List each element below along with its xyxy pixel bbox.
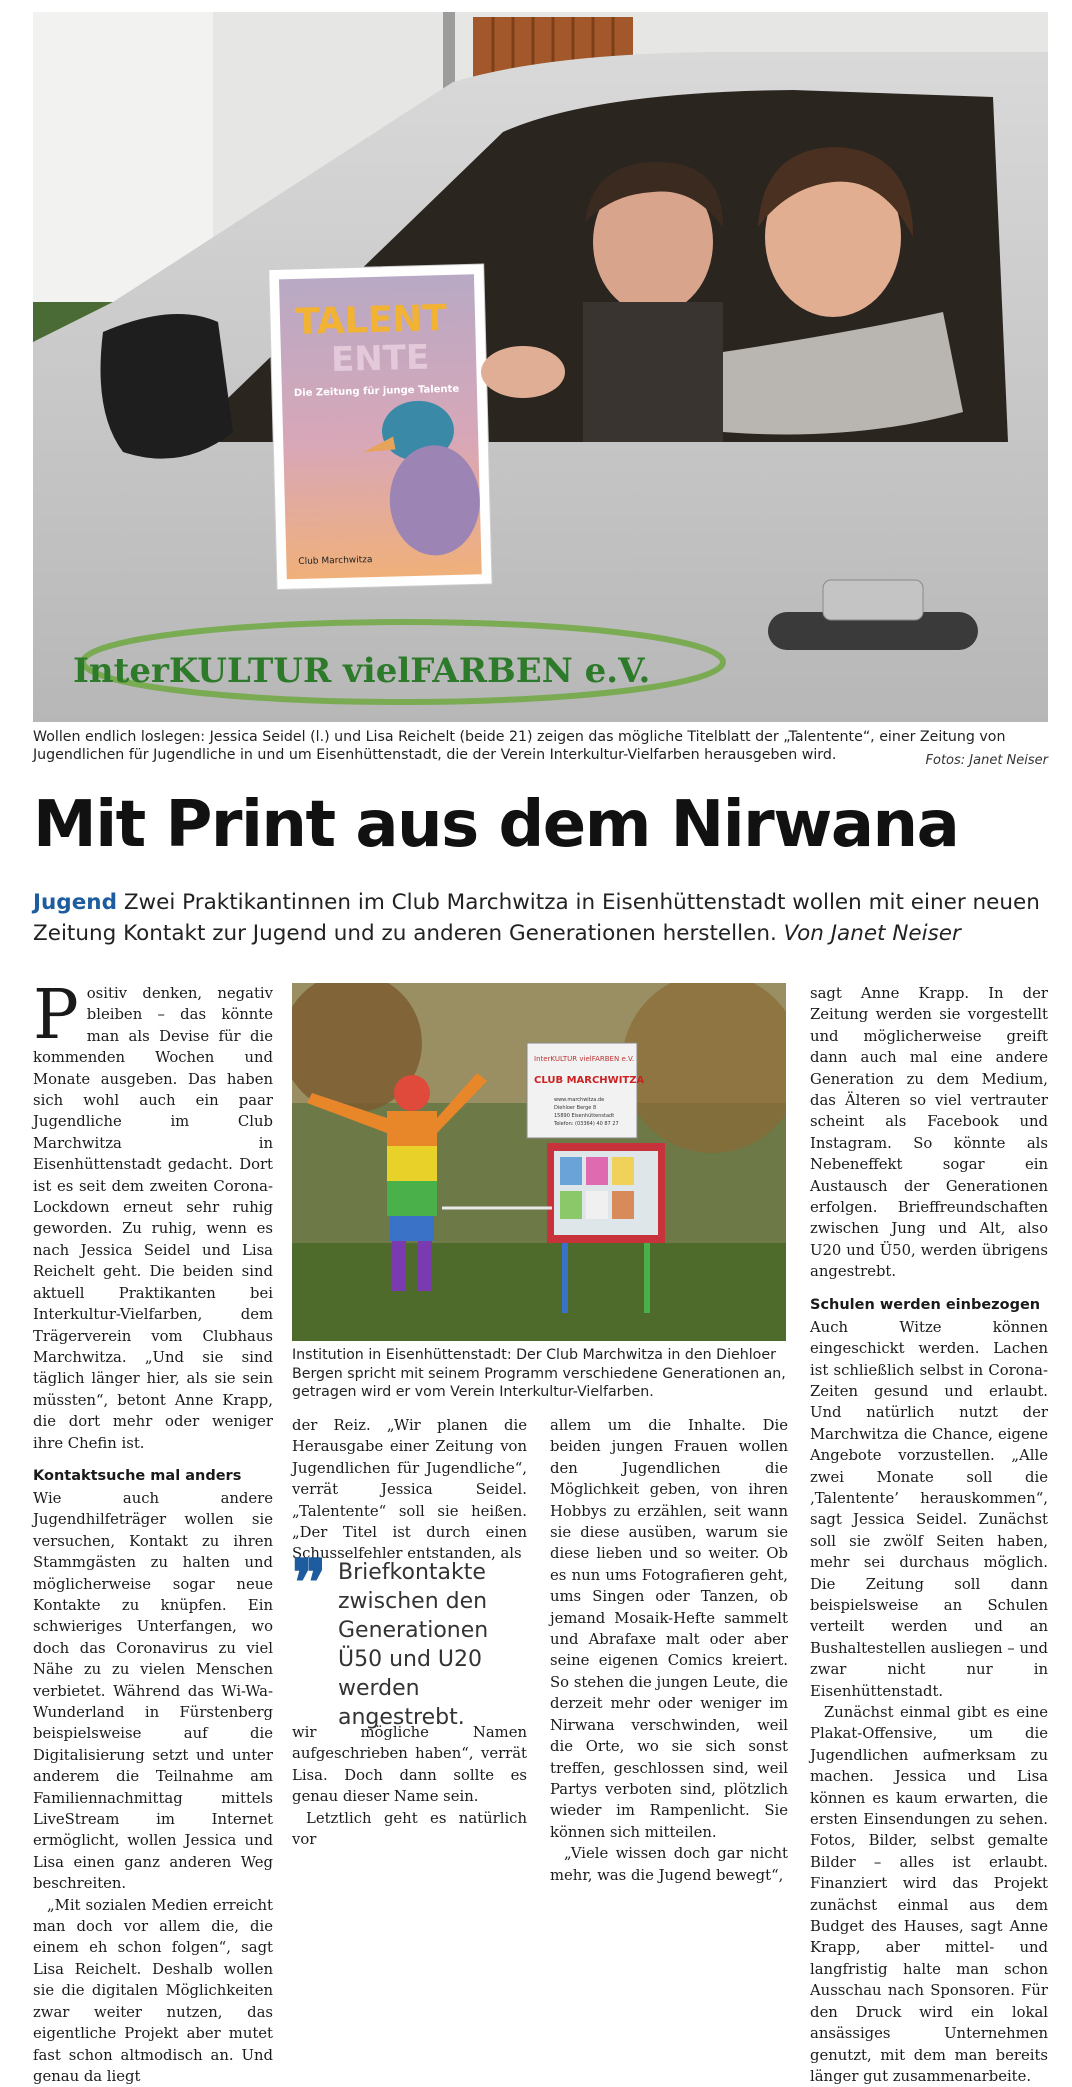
- column-2-lower: [292, 1722, 527, 1850]
- top-photo-caption: Wollen endlich loslegen: Jessica Seidel (l.) und Lisa Reichelt (beide 21) zeigen das mögliche Titelblatt der „Talentente“, einer Zeitung von Jugendlichen für Jugendliche in und um Eisenhüttenstadt, die der Verein Interkultur-Vielfarben herausgeben wird.: [33, 729, 1006, 763]
- col2-paragraph-1: der Reiz. „Wir planen die Herausgabe einer Zeitung von Jugendlichen für Jugendliche“, verrät Jessica Seidel. „Talentente“ soll sie heißen. „Der Titel ist durch einen Schusselfehler entstanden, als: [292, 1417, 527, 1563]
- sign-line-3: 15890 Eisenhüttenstadt: [554, 1113, 615, 1119]
- quote-mark-icon: ❞: [292, 1546, 327, 1621]
- col3-paragraph-2: „Viele wissen doch gar nicht mehr, was die Jugend bewegt“,: [550, 1845, 788, 1884]
- subheading-schulen: Schulen werden einbezogen: [810, 1296, 1041, 1313]
- poster-title-line1: TALENT: [294, 298, 448, 343]
- drop-cap: P: [33, 976, 79, 1055]
- photo-car-illustration: [33, 12, 1048, 722]
- photo-credit: Fotos: Janet Neiser: [925, 753, 1048, 768]
- poster-title-line2: ENTE: [330, 337, 430, 381]
- mid-photo-caption: Institution in Eisenhüttenstadt: Der Club Marchwitza in den Diehloer Bergen spricht mit seinem Programm verschiedene Generationen an, getragen wird er vom Verein Interkultur-Vielfarben.: [292, 1347, 786, 1401]
- sign-top-text: InterKULTUR vielFARBEN e.V.: [534, 1055, 635, 1063]
- poster-club: Club Marchwitza: [298, 555, 373, 567]
- mid-photo: [292, 983, 786, 1341]
- col3-paragraph-1: allem um die Inhalte. Die beiden jungen Frauen wollen den Jugendlichen die Möglichkeit geben, von ihren Hobbys zu erzählen, seit wann sie diese ausüben, warum sie diese lieben und so weiter. Ob es nun ums Fotografieren geht, ums Singen oder Tanzen, ob jemand Mosaik-Hefte sammelt und Abrafaxe malt oder aber seine eigenen Comics kreiert. So stehen die jungen Leute, die derzeit mehr oder weniger im Nirwana verschwinden, weil die Orte, wo sie sich sonst treffen, geschlossen sind, weil Partys verboten sind, plötzlich wieder im Rampenlicht. Sie können sich mitteilen.: [550, 1417, 788, 1841]
- sign-name: CLUB MARCHWITZA: [534, 1075, 645, 1086]
- byline: Von Janet Neiser: [783, 921, 961, 946]
- teaser-text: Zwei Praktikantinnen im Club Marchwitza in Eisenhüttenstadt wollen mit einer neuen Zeitung Kontakt zur Jugend und zu anderen Generationen herstellen.: [33, 890, 1040, 946]
- pull-quote: Briefkontakte zwischen den Generationen Ü50 und U20 werden angestrebt.: [338, 1560, 489, 1730]
- sign-line-4: Telefon: (03364) 40 87 27: [554, 1121, 619, 1127]
- column-4: [810, 983, 1048, 2087]
- column-1: [33, 976, 273, 2087]
- col2-paragraph-2: wir mögliche Namen aufgeschrieben haben“, verrät Lisa. Doch dann sollte es genau dieser Name sein.: [292, 1724, 527, 1806]
- subheading-kontaktsuche: Kontaktsuche mal anders: [33, 1467, 242, 1484]
- car-logo-text: InterKULTUR vielFARBEN e.V.: [73, 651, 651, 691]
- headline: Mit Print aus dem Nirwana: [33, 788, 959, 862]
- col1-paragraph-2: Wie auch andere Jugendhilfeträger wollen sie versuchen, Kontakt zu ihren Stammgästen zu halten und möglicherweise sogar neue Kontakte zu knüpfen. Ein schwieriges Unterfangen, wo doch das Coronavirus zu viel Nähe zu zu vielen Menschen verbietet. Während das Wi-Wa-Wunderland in Fürstenberg beispielsweise auf die Digitalisierung setzt und unter anderem die Teilnahme am Familiennachmittag mittels LiveStream im Internet ermöglicht, wollen Jessica und Lisa einen ganz anderen Weg beschreiten.: [33, 1489, 273, 1893]
- col4-paragraph-1: sagt Anne Krapp. In der Zeitung werden sie vorgestellt und möglicherweise greift dann auch mal eine andere Generation zu dem Medium, das Älteren so viel vertrauter scheint als Facebook und Instagram. So könnte als Nebeneffekt sogar ein Austausch der Generationen erfolgen. Brieffreundschaften zwischen Jung und Alt, also U20 und Ü50, werden übrigens angestrebt.: [810, 985, 1048, 1281]
- col1-paragraph-1: Positiv denken, negativ bleiben – das könnte man als Devise für die kommenden Wochen und Monate ausgeben. Das haben sich wohl auch ein paar Jugendliche im Club Marchwitza in Eisenhüttenstadt gedacht. Dort ist es seit dem zweiten Corona-Lockdown erneut sehr ruhig geworden. Zu ruhig, wenn es nach Jessica Seidel und Lisa Reichelt geht. Die beiden sind aktuell Praktikanten bei Interkultur-Vielfarben, dem Trägerverein vom Clubhaus Marchwitza. „Und sie sind täglich länger hier, als sie sein müssten“, betont Anne Krapp, die dort mehr oder weniger ihre Chefin ist.: [33, 976, 273, 1452]
- top-photo: [33, 12, 1048, 722]
- col4-paragraph-2: Auch Witze können eingeschickt werden. Lachen ist schließlich selbst in Corona-Zeiten gesund und erlaubt. Und natürlich nutzt der Marchwitza die Chance, eigene Angebote vorzustellen. „Alle zwei Monate soll die ‚Talentente’ herauskommen“, sagt Jessica Seidel. Zunächst soll sie zwölf Seiten haben, mehr sei durchaus möglich. Die Zeitung soll dann beispielsweise an Schulen verteilt werden und an Bushaltestellen ausliegen – und zwar nicht nur in Eisenhüttenstadt.: [810, 1318, 1048, 1700]
- col1-paragraph-3: „Mit sozialen Medien erreicht man doch vor allem die, die einem eh schon folgen“, sagt Lisa Reichelt. Deshalb wollen sie die digitalen Möglichkeiten zwar weiter nutzen, das eigentliche Projekt aber mutet fast schon altmodisch an. Und genau da liegt: [33, 1896, 273, 2085]
- col4-paragraph-3: Zunächst einmal gibt es eine Plakat-Offensive, um die Jugendlichen aufmerksam zu machen. Jessica und Lisa können es kaum erwarten, die ersten Einsendungen zu sehen. Fotos, Bilder, selbst gemalte Bilder – alles ist erlaubt. Finanziert wird das Projekt zunächst einmal aus dem Budget des Hauses, sagt Anne Krapp, aber mittel- und langfristig halte man schon Ausschau nach Sponsoren. Für den Druck wird ein lokal ansässiges Unternehmen genutzt, mit dem man bereits länger gut zusammenarbeite.: [810, 1704, 1048, 2085]
- sign-line-2: Diehloer Berge 8: [554, 1105, 597, 1111]
- teaser-kicker: Jugend: [33, 890, 117, 915]
- col2-paragraph-3: Letztlich geht es natürlich vor: [292, 1809, 527, 1849]
- column-3: [550, 1415, 788, 1886]
- teaser: [33, 887, 1053, 949]
- poster-subtitle: Die Zeitung für junge Talente: [293, 383, 460, 400]
- photo-club-sign-illustration: [292, 983, 786, 1341]
- column-2: [292, 1415, 527, 1565]
- sign-line-1: www.marchwitza.de: [554, 1097, 605, 1103]
